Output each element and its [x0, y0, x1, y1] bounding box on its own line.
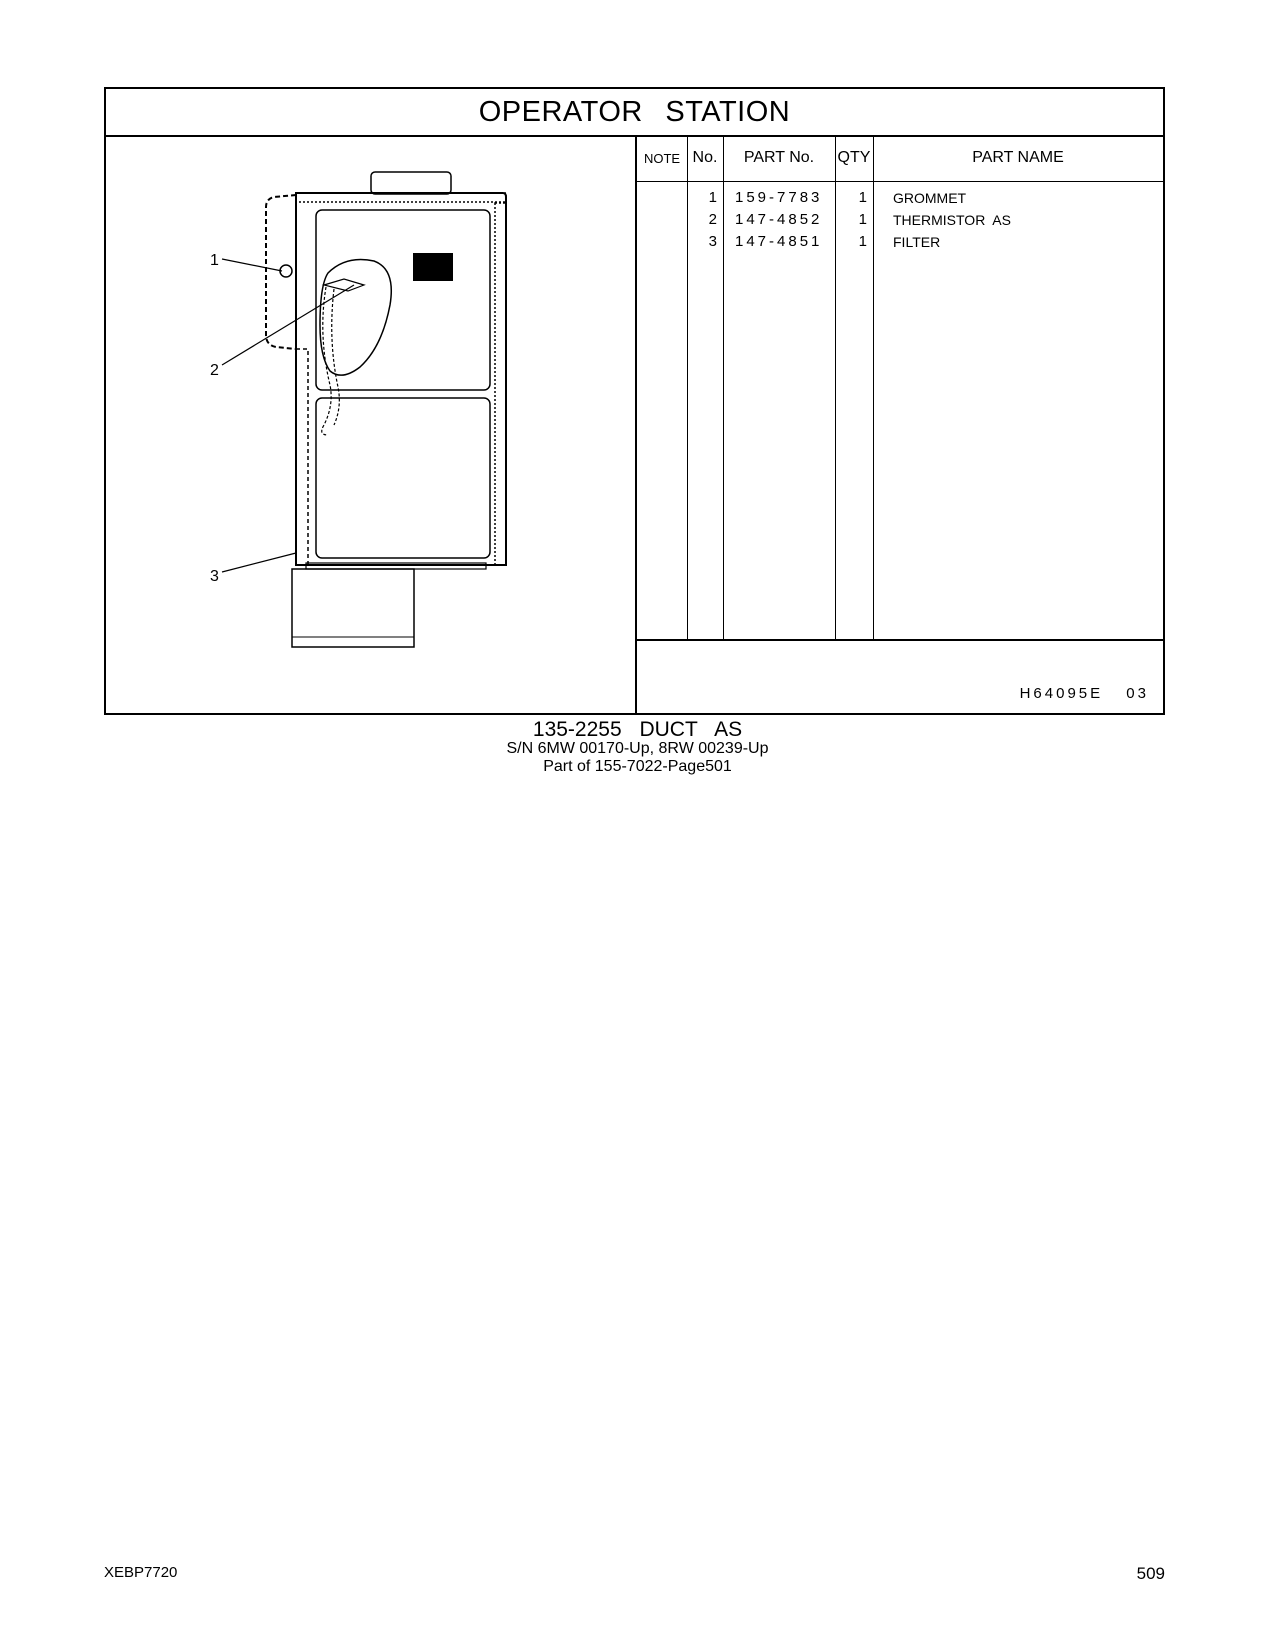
part-number: 159-7783: [735, 189, 823, 206]
column-header-no: No.: [692, 149, 718, 166]
callout-1: 1: [210, 252, 219, 269]
parts-list-table: [637, 135, 1163, 715]
part-number: 147-4852: [735, 211, 823, 228]
document-code: XEBP7720: [104, 1564, 178, 1581]
item-number: 1: [708, 189, 717, 206]
assembly-title: 135-2255 DUCT AS: [532, 718, 743, 741]
callout-3: 3: [210, 568, 219, 585]
parent-assembly-ref: Part of 155-7022-Page501: [543, 758, 732, 775]
section-title: OPERATOR STATION: [106, 89, 1163, 137]
column-header-note: NOTE: [643, 150, 681, 166]
quantity: 1: [858, 189, 867, 206]
quantity: 1: [858, 211, 867, 228]
table-row: [637, 209, 1163, 231]
parts-page-frame: [104, 87, 1165, 715]
exploded-view-illustration: [106, 135, 637, 715]
column-header-part-name: PART NAME: [972, 149, 1064, 166]
serial-range: S/N 6MW 00170-Up, 8RW 00239-Up: [506, 740, 769, 757]
item-number: 2: [708, 211, 717, 228]
part-name: GROMMET: [893, 190, 967, 206]
page-number: 509: [1136, 1564, 1165, 1583]
table-row: [637, 231, 1163, 253]
table-row: [637, 187, 1163, 209]
table-bottom-rule: [637, 639, 1163, 641]
part-name: THERMISTOR AS: [893, 212, 1011, 228]
duct-assembly-drawing: [106, 135, 635, 713]
quantity: 1: [858, 233, 867, 250]
item-number: 3: [708, 233, 717, 250]
callout-2: 2: [210, 362, 219, 379]
column-header-qty: QTY: [837, 149, 871, 166]
part-number: 147-4851: [735, 233, 823, 250]
part-name: FILTER: [893, 234, 941, 250]
header-rule: [637, 181, 1163, 182]
reference-code: H64095E 03: [1019, 685, 1149, 702]
column-header-part-no: PART No.: [743, 149, 815, 166]
